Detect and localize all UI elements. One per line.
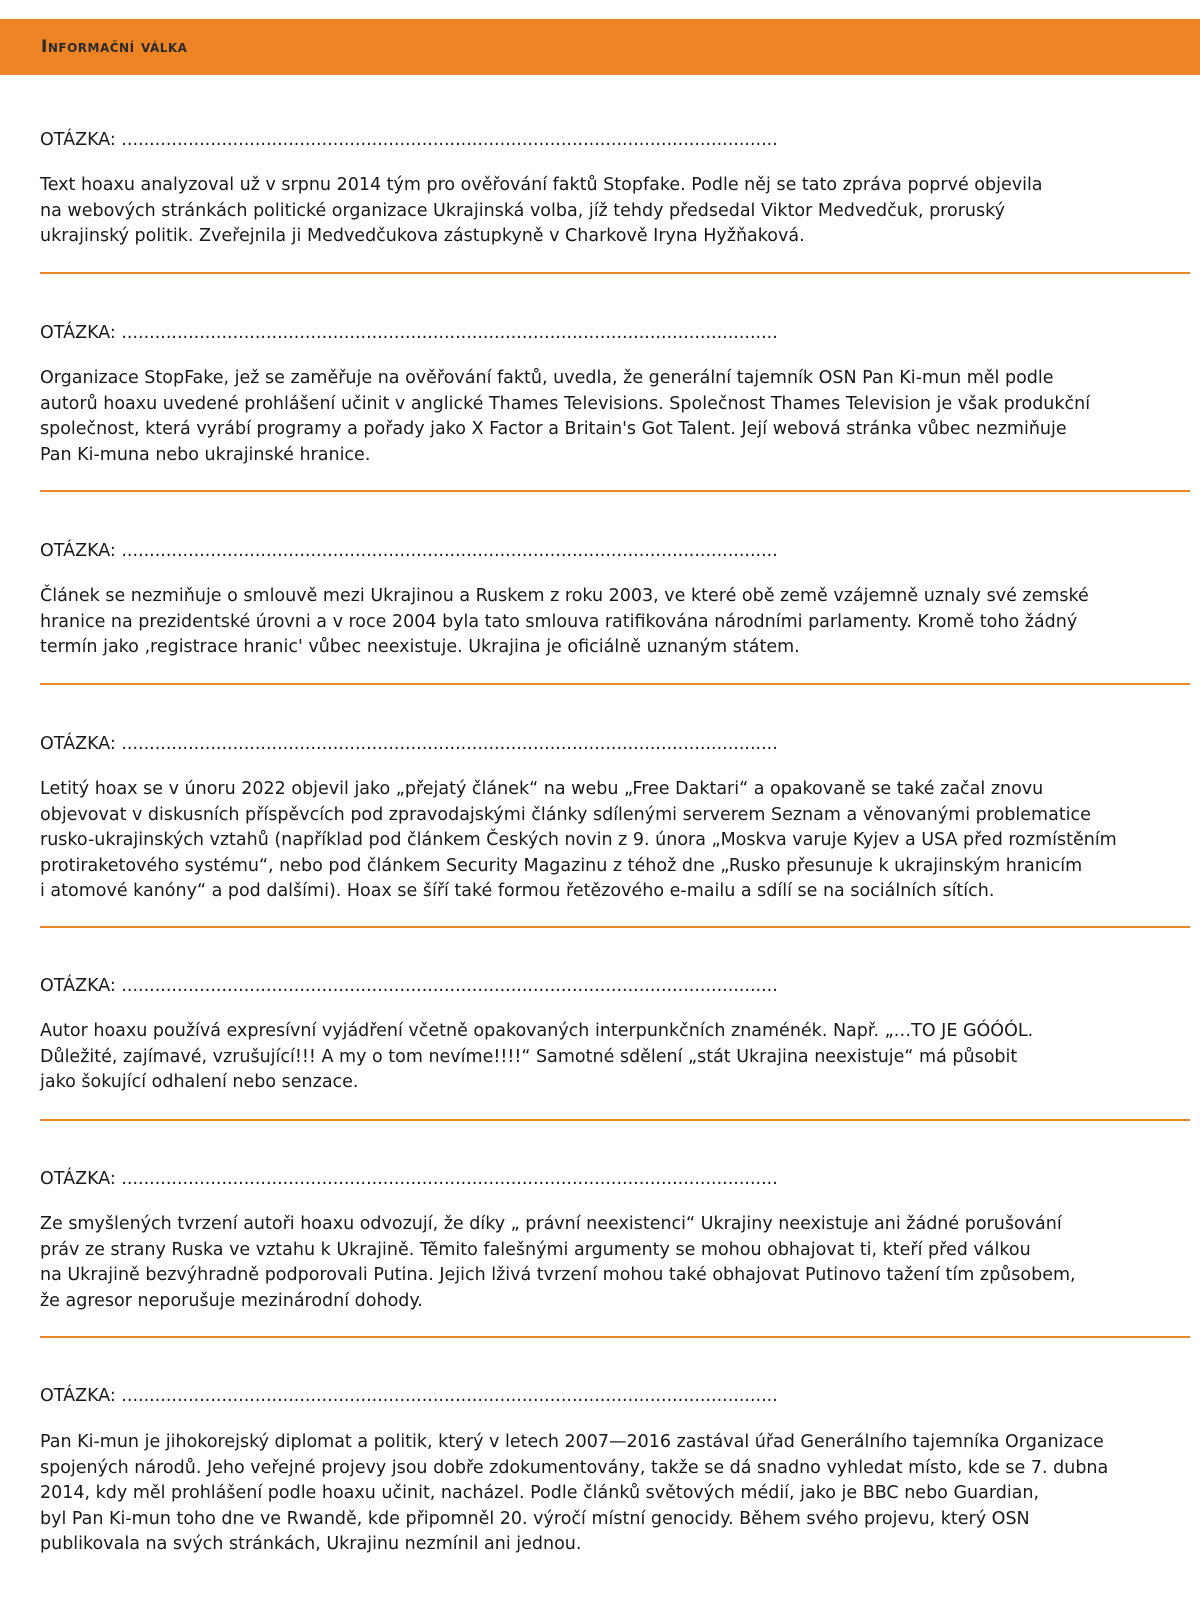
answer-3 [40, 584, 1190, 661]
answer-line: Organizace StopFake, jež se zaměřuje na ověřování faktů, uvedla, že generální tajemník OSN Pan Ki-mun měl podle [40, 368, 1054, 388]
answer-line: i atomové kanóny“ a pod dalšími). Hoax se šíří také formou řetězového e-mailu a sdílí se na sociálních sítích. [40, 881, 995, 901]
answer-2 [40, 366, 1190, 468]
section-divider [40, 490, 1190, 492]
section-divider [40, 926, 1190, 928]
answer-line: objevovat v diskusních příspěvcích pod zpravodajskými články sdílenými serverem Seznam a věnovanými problematice [40, 804, 1091, 825]
answer-line: 2014, kdy měl prohlášení podle hoaxu učinit, nacházel. Podle článků světových médií, jako je BBC nebo Guardian, [40, 1483, 1040, 1503]
question-label: OTÁZKA: ...................................................................................................................... [40, 976, 778, 996]
answer-line: protiraketového systému“, nebo pod článkem Security Magazinu z téhož dne „Rusko přesunuje k ukrajinským hranicím [40, 855, 1083, 876]
answer-line: Autor hoaxu používá expresívní vyjádření včetně opakovaných interpunkčních znaménék. Např. „…TO JE GÓÓÓL. [40, 1021, 1034, 1041]
answer-line: hranice na prezidentské úrovni a v roce 2004 byla tato smlouva ratifikována národními parlamenty. Kromě toho žádný [40, 611, 1078, 632]
question-label: OTÁZKA: ...................................................................................................................... [40, 1386, 778, 1406]
answer-line: autorů hoaxu uvedené prohlášení učinit v anglické Thames Televisions. Společnost Thames Television je však produkční [40, 393, 1091, 414]
qa-section-4 [40, 733, 1190, 755]
header-bar [0, 19, 1200, 75]
answer-line: Letitý hoax se v únoru 2022 objevil jako „přejatý článek“ na webu „Free Daktari“ a opakovaně se také začal znovu [40, 779, 1044, 799]
answer-1 [40, 173, 1190, 250]
qa-section-5 [40, 975, 1190, 997]
section-divider [40, 1336, 1190, 1338]
answer-line: spojených národů. Jeho veřejné projevy jsou dobře zdokumentovány, takže se dá snadno vyhledat místo, kde se 7. dubna [40, 1457, 1109, 1478]
answer-6 [40, 1212, 1190, 1314]
answer-line: jako šokující odhalení nebo senzace. [40, 1072, 359, 1092]
answer-line: Ze smyšlených tvrzení autoři hoaxu odvozují, že díky „ právní neexistenci“ Ukrajiny neexistuje ani žádné porušování [40, 1214, 1062, 1234]
qa-section-1 [40, 129, 1190, 151]
answer-line: na Ukrajině bezvýhradně podporovali Putina. Jejich lživá tvrzení mohou také obhajovat Putinovo tažení tím způsobem, [40, 1265, 1076, 1285]
answer-line: Důležité, zajímavé, vzrušující!!! A my o tom nevíme!!!!“ Samotné sdělení „stát Ukrajina neexistuje“ má působit [40, 1046, 1018, 1067]
qa-section-6 [40, 1168, 1190, 1190]
section-divider [40, 1119, 1190, 1121]
qa-section-3 [40, 540, 1190, 562]
section-divider [40, 683, 1190, 685]
question-label: OTÁZKA: ...................................................................................................................... [40, 1169, 778, 1189]
question-label: OTÁZKA: ...................................................................................................................... [40, 323, 778, 343]
question-label: OTÁZKA: ...................................................................................................................... [40, 734, 778, 754]
question-label: OTÁZKA: ...................................................................................................................... [40, 130, 778, 150]
answer-line: práv ze strany Ruska ve vztahu k Ukrajině. Těmito falešnými argumenty se mohou obhajovat ti, kteří před válkou [40, 1239, 1031, 1260]
answer-line: Článek se nezmiňuje o smlouvě mezi Ukrajinou a Ruskem z roku 2003, ve které obě země vzájemně uznaly své zemské [40, 586, 1089, 606]
answer-line: Pan Ki-mun je jihokorejský diplomat a politik, který v letech 2007—2016 zastával úřad Generálního tajemníka Organizace [40, 1432, 1104, 1452]
answer-line: ukrajinský politik. Zveřejnila ji Medvedčukova zástupkyně v Charkově Iryna Hyžňaková. [40, 226, 805, 246]
question-label: OTÁZKA: ...................................................................................................................... [40, 541, 778, 561]
answer-line: společnost, která vyrábí programy a pořady jako X Factor a Britain's Got Talent. Její webová stránka vůbec nezmiňuje [40, 419, 1067, 439]
answer-line: Pan Ki-muna nebo ukrajinské hranice. [40, 444, 371, 465]
answer-4 [40, 777, 1190, 905]
answer-line: rusko-ukrajinských vztahů (například pod článkem Českých novin z 9. února „Moskva varuje Kyjev a USA před rozmístěním [40, 830, 1117, 850]
section-divider [40, 272, 1190, 274]
answer-line: byl Pan Ki-mun toho dne ve Rwandě, kde připomněl 20. výročí místní genocidy. Během svého projevu, který OSN [40, 1508, 1030, 1529]
answer-line: že agresor neporušuje mezinárodní dohody. [40, 1290, 423, 1311]
answer-5 [40, 1019, 1190, 1096]
page-title: Informační válka [41, 37, 188, 57]
answer-line: publikovala na svých stránkách, Ukrajinu nezmínil ani jednou. [40, 1534, 582, 1554]
answer-line: na webových stránkách politické organizace Ukrajinská volba, jíž tehdy předsedal Viktor Medvedčuk, proruský [40, 200, 1005, 221]
answer-line: termín jako ‚registrace hranic' vůbec neexistuje. Ukrajina je oficiálně uznaným státem. [40, 637, 800, 657]
answer-line: Text hoaxu analyzoval už v srpnu 2014 tým pro ověřování faktů Stopfake. Podle něj se tato zpráva poprvé objevila [40, 175, 1043, 195]
qa-section-2 [40, 322, 1190, 344]
answer-7 [40, 1430, 1190, 1558]
qa-section-7 [40, 1385, 1190, 1407]
